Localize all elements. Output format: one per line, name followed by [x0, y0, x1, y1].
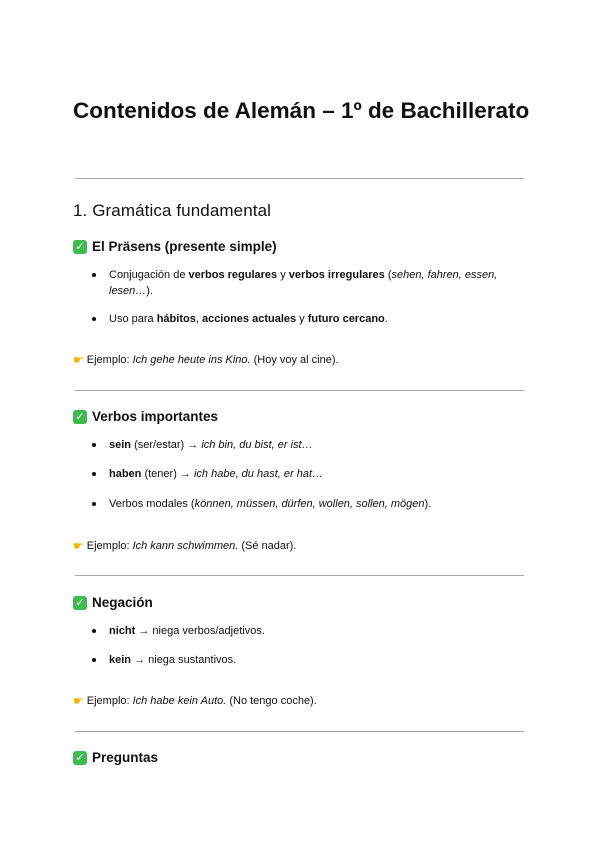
divider — [75, 390, 524, 391]
list-item: Conjugación de verbos regulares y verbos irregulares (sehen, fahren, essen, lesen…). — [109, 267, 519, 299]
subsection-heading-verbos — [73, 408, 218, 426]
pointing-hand-icon: ☛ — [73, 539, 84, 553]
example-german: Ich habe kein Auto. — [132, 695, 227, 707]
check-icon: ✓ — [73, 596, 87, 610]
example-translation: (No tengo coche). — [229, 695, 317, 707]
list-item: haben (tener) → ich habe, du hast, er hat… — [109, 466, 519, 482]
list-item: sein (ser/estar) → ich bin, du bist, er ist… — [109, 437, 519, 453]
example-translation: (Hoy voy al cine). — [253, 354, 339, 366]
example-label: Ejemplo: — [86, 540, 130, 552]
example-line — [73, 352, 339, 368]
pointing-hand-icon: ☛ — [73, 353, 84, 367]
list-item: nicht → niega verbos/adjetivos. — [109, 623, 519, 639]
check-icon: ✓ — [73, 410, 87, 424]
example-german: Ich gehe heute ins Kino. — [132, 354, 251, 366]
subsection-heading-preguntas — [73, 749, 158, 767]
divider — [75, 575, 524, 576]
list-item: kein → niega sustantivos. — [109, 652, 519, 668]
divider — [75, 731, 524, 732]
divider — [75, 178, 524, 179]
list-item: Verbos modales (können, müssen, dürfen, wollen, sollen, mögen). — [109, 496, 519, 512]
subsection-title: Verbos importantes — [92, 409, 219, 424]
example-label: Ejemplo: — [86, 695, 130, 707]
pointing-hand-icon: ☛ — [73, 694, 84, 708]
list-item: Uso para hábitos, acciones actuales y futuro cercano. — [109, 311, 519, 327]
subsection-title: Negación — [92, 595, 153, 610]
subsection-heading-prasens — [73, 238, 277, 256]
subsection-title: El Präsens (presente simple) — [92, 239, 277, 254]
example-label: Ejemplo: — [86, 354, 130, 366]
example-line — [73, 538, 296, 554]
section-heading-gramatica: 1. Gramática fundamental — [73, 201, 271, 220]
example-translation: (Sé nadar). — [241, 540, 297, 552]
example-german: Ich kann schwimmen. — [132, 540, 239, 552]
check-icon: ✓ — [73, 751, 87, 765]
check-icon: ✓ — [73, 240, 87, 254]
subsection-title: Preguntas — [92, 750, 159, 765]
example-line — [73, 693, 317, 709]
document-title: Contenidos de Alemán – 1º de Bachillerato — [73, 98, 530, 123]
subsection-heading-negacion — [73, 594, 153, 612]
